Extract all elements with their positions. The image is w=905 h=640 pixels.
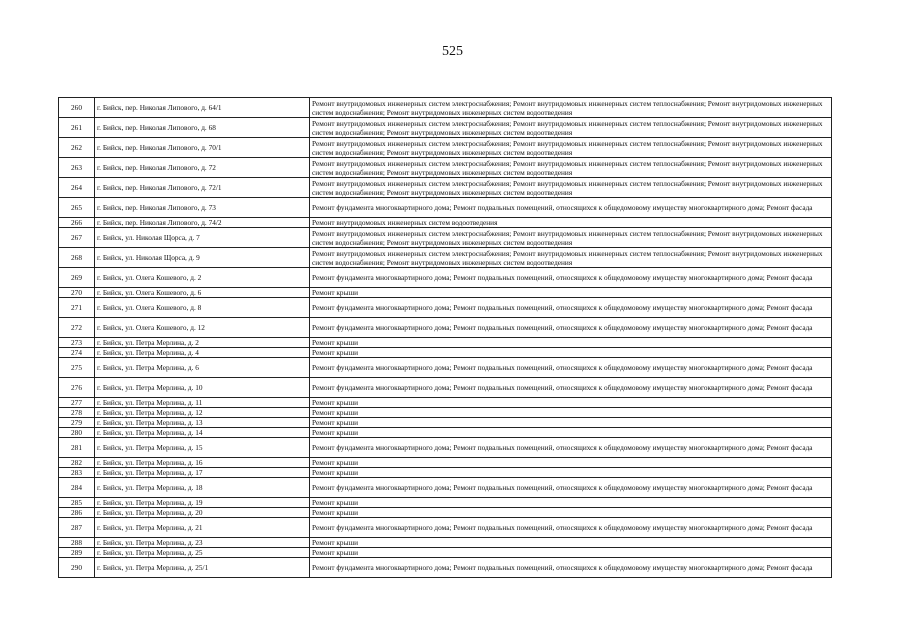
address-cell: г. Бийск, ул. Петра Мерлина, д. 17 <box>95 468 310 478</box>
row-number-cell: 262 <box>59 138 95 158</box>
row-number-cell: 281 <box>59 438 95 458</box>
works-cell: Ремонт крыши <box>310 398 832 408</box>
row-number-cell: 287 <box>59 518 95 538</box>
address-cell: г. Бийск, пер. Николая Липового, д. 64/1 <box>95 98 310 118</box>
table-row <box>59 558 832 578</box>
address-cell: г. Бийск, ул. Петра Мерлина, д. 12 <box>95 408 310 418</box>
row-number-cell: 289 <box>59 548 95 558</box>
row-number-cell: 283 <box>59 468 95 478</box>
row-number-cell: 276 <box>59 378 95 398</box>
works-cell: Ремонт крыши <box>310 348 832 358</box>
works-cell: Ремонт крыши <box>310 468 832 478</box>
address-cell: г. Бийск, ул. Олега Кошевого, д. 8 <box>95 298 310 318</box>
row-number-cell: 279 <box>59 418 95 428</box>
address-cell: г. Бийск, ул. Петра Мерлина, д. 10 <box>95 378 310 398</box>
works-cell: Ремонт фундамента многоквартирного дома; Ремонт подвальных помещений, относящихся к общедомовому имуществу многоквартирного дома; Ремонт фасада <box>310 298 832 318</box>
address-cell: г. Бийск, пер. Николая Липового, д. 74/2 <box>95 218 310 228</box>
address-cell: г. Бийск, ул. Петра Мерлина, д. 14 <box>95 428 310 438</box>
table-row <box>59 228 832 248</box>
table-row <box>59 378 832 398</box>
address-cell: г. Бийск, ул. Петра Мерлина, д. 11 <box>95 398 310 408</box>
address-cell: г. Бийск, ул. Петра Мерлина, д. 6 <box>95 358 310 378</box>
table-row <box>59 98 832 118</box>
table-row <box>59 518 832 538</box>
row-number-cell: 268 <box>59 248 95 268</box>
row-number-cell: 274 <box>59 348 95 358</box>
row-number-cell: 269 <box>59 268 95 288</box>
works-cell: Ремонт внутридомовых инженерных систем электроснабжения; Ремонт внутридомовых инженерных систем теплоснабжения; Ремонт внутридомовых инженерных систем водоснабжения; Ремонт внутридомовых инженерных систем водоотведения <box>310 138 832 158</box>
works-cell: Ремонт внутридомовых инженерных систем электроснабжения; Ремонт внутридомовых инженерных систем теплоснабжения; Ремонт внутридомовых инженерных систем водоснабжения; Ремонт внутридомовых инженерных систем водоотведения <box>310 178 832 198</box>
address-cell: г. Бийск, ул. Олега Кошевого, д. 6 <box>95 288 310 298</box>
address-cell: г. Бийск, ул. Петра Мерлина, д. 21 <box>95 518 310 538</box>
table-row <box>59 158 832 178</box>
table-row <box>59 438 832 458</box>
row-number-cell: 290 <box>59 558 95 578</box>
row-number-cell: 277 <box>59 398 95 408</box>
table-row <box>59 538 832 548</box>
row-number-cell: 288 <box>59 538 95 548</box>
row-number-cell: 266 <box>59 218 95 228</box>
table-row <box>59 508 832 518</box>
row-number-cell: 264 <box>59 178 95 198</box>
address-cell: г. Бийск, ул. Николая Щорса, д. 9 <box>95 248 310 268</box>
address-cell: г. Бийск, ул. Петра Мерлина, д. 19 <box>95 498 310 508</box>
address-cell: г. Бийск, ул. Петра Мерлина, д. 15 <box>95 438 310 458</box>
table-row <box>59 398 832 408</box>
address-cell: г. Бийск, пер. Николая Липового, д. 72/1 <box>95 178 310 198</box>
works-cell: Ремонт фундамента многоквартирного дома; Ремонт подвальных помещений, относящихся к общедомовому имуществу многоквартирного дома; Ремонт фасада <box>310 518 832 538</box>
works-cell: Ремонт крыши <box>310 498 832 508</box>
works-cell: Ремонт крыши <box>310 458 832 468</box>
table-row <box>59 548 832 558</box>
address-cell: г. Бийск, ул. Петра Мерлина, д. 16 <box>95 458 310 468</box>
row-number-cell: 271 <box>59 298 95 318</box>
table-row <box>59 418 832 428</box>
table-row <box>59 498 832 508</box>
address-cell: г. Бийск, ул. Петра Мерлина, д. 25 <box>95 548 310 558</box>
row-number-cell: 282 <box>59 458 95 468</box>
works-cell: Ремонт фундамента многоквартирного дома; Ремонт подвальных помещений, относящихся к общедомовому имуществу многоквартирного дома; Ремонт фасада <box>310 378 832 398</box>
works-cell: Ремонт внутридомовых инженерных систем электроснабжения; Ремонт внутридомовых инженерных систем теплоснабжения; Ремонт внутридомовых инженерных систем водоснабжения; Ремонт внутридомовых инженерных систем водоотведения <box>310 248 832 268</box>
address-cell: г. Бийск, ул. Николая Щорса, д. 7 <box>95 228 310 248</box>
works-cell: Ремонт крыши <box>310 418 832 428</box>
address-cell: г. Бийск, ул. Петра Мерлина, д. 18 <box>95 478 310 498</box>
table-row <box>59 178 832 198</box>
works-cell: Ремонт крыши <box>310 428 832 438</box>
table-row <box>59 248 832 268</box>
table-row <box>59 478 832 498</box>
works-cell: Ремонт внутридомовых инженерных систем электроснабжения; Ремонт внутридомовых инженерных систем теплоснабжения; Ремонт внутридомовых инженерных систем водоснабжения; Ремонт внутридомовых инженерных систем водоотведения <box>310 98 832 118</box>
table-row <box>59 288 832 298</box>
address-cell: г. Бийск, пер. Николая Липового, д. 72 <box>95 158 310 178</box>
row-number-cell: 273 <box>59 338 95 348</box>
row-number-cell: 260 <box>59 98 95 118</box>
table-row <box>59 198 832 218</box>
address-cell: г. Бийск, ул. Петра Мерлина, д. 13 <box>95 418 310 428</box>
works-cell: Ремонт внутридомовых инженерных систем электроснабжения; Ремонт внутридомовых инженерных систем теплоснабжения; Ремонт внутридомовых инженерных систем водоснабжения; Ремонт внутридомовых инженерных систем водоотведения <box>310 118 832 138</box>
page-number: 525 <box>442 44 463 59</box>
works-cell: Ремонт крыши <box>310 408 832 418</box>
row-number-cell: 285 <box>59 498 95 508</box>
row-number-cell: 270 <box>59 288 95 298</box>
address-cell: г. Бийск, ул. Петра Мерлина, д. 23 <box>95 538 310 548</box>
row-number-cell: 265 <box>59 198 95 218</box>
works-cell: Ремонт крыши <box>310 288 832 298</box>
repair-list-table <box>58 97 832 578</box>
table-row <box>59 458 832 468</box>
works-cell: Ремонт фундамента многоквартирного дома; Ремонт подвальных помещений, относящихся к общедомовому имуществу многоквартирного дома; Ремонт фасада <box>310 478 832 498</box>
address-cell: г. Бийск, ул. Олега Кошевого, д. 12 <box>95 318 310 338</box>
table-row <box>59 358 832 378</box>
works-cell: Ремонт фундамента многоквартирного дома; Ремонт подвальных помещений, относящихся к общедомовому имуществу многоквартирного дома; Ремонт фасада <box>310 268 832 288</box>
table-row <box>59 318 832 338</box>
works-cell: Ремонт фундамента многоквартирного дома; Ремонт подвальных помещений, относящихся к общедомовому имуществу многоквартирного дома; Ремонт фасада <box>310 318 832 338</box>
row-number-cell: 267 <box>59 228 95 248</box>
table-row <box>59 268 832 288</box>
row-number-cell: 286 <box>59 508 95 518</box>
works-cell: Ремонт фундамента многоквартирного дома; Ремонт подвальных помещений, относящихся к общедомовому имуществу многоквартирного дома; Ремонт фасада <box>310 438 832 458</box>
works-cell: Ремонт крыши <box>310 538 832 548</box>
works-cell: Ремонт фундамента многоквартирного дома; Ремонт подвальных помещений, относящихся к общедомовому имуществу многоквартирного дома; Ремонт фасада <box>310 198 832 218</box>
table-row <box>59 348 832 358</box>
table-row <box>59 218 832 228</box>
works-cell: Ремонт внутридомовых инженерных систем водоотведения <box>310 218 832 228</box>
address-cell: г. Бийск, ул. Петра Мерлина, д. 25/1 <box>95 558 310 578</box>
table-row <box>59 298 832 318</box>
table-body <box>59 98 832 578</box>
works-cell: Ремонт крыши <box>310 548 832 558</box>
table-row <box>59 118 832 138</box>
row-number-cell: 284 <box>59 478 95 498</box>
address-cell: г. Бийск, пер. Николая Липового, д. 68 <box>95 118 310 138</box>
row-number-cell: 278 <box>59 408 95 418</box>
address-cell: г. Бийск, ул. Петра Мерлина, д. 2 <box>95 338 310 348</box>
row-number-cell: 280 <box>59 428 95 438</box>
address-cell: г. Бийск, ул. Олега Кошевого, д. 2 <box>95 268 310 288</box>
address-cell: г. Бийск, ул. Петра Мерлина, д. 20 <box>95 508 310 518</box>
works-cell: Ремонт фундамента многоквартирного дома; Ремонт подвальных помещений, относящихся к общедомовому имуществу многоквартирного дома; Ремонт фасада <box>310 558 832 578</box>
row-number-cell: 261 <box>59 118 95 138</box>
works-cell: Ремонт фундамента многоквартирного дома; Ремонт подвальных помещений, относящихся к общедомовому имуществу многоквартирного дома; Ремонт фасада <box>310 358 832 378</box>
table-row <box>59 338 832 348</box>
table-row <box>59 408 832 418</box>
address-cell: г. Бийск, пер. Николая Липового, д. 73 <box>95 198 310 218</box>
table-row <box>59 138 832 158</box>
address-cell: г. Бийск, ул. Петра Мерлина, д. 4 <box>95 348 310 358</box>
works-cell: Ремонт внутридомовых инженерных систем электроснабжения; Ремонт внутридомовых инженерных систем теплоснабжения; Ремонт внутридомовых инженерных систем водоснабжения; Ремонт внутридомовых инженерных систем водоотведения <box>310 158 832 178</box>
works-cell: Ремонт крыши <box>310 338 832 348</box>
works-cell: Ремонт крыши <box>310 508 832 518</box>
row-number-cell: 275 <box>59 358 95 378</box>
table-row <box>59 428 832 438</box>
row-number-cell: 272 <box>59 318 95 338</box>
table-row <box>59 468 832 478</box>
row-number-cell: 263 <box>59 158 95 178</box>
works-cell: Ремонт внутридомовых инженерных систем электроснабжения; Ремонт внутридомовых инженерных систем теплоснабжения; Ремонт внутридомовых инженерных систем водоснабжения; Ремонт внутридомовых инженерных систем водоотведения <box>310 228 832 248</box>
address-cell: г. Бийск, пер. Николая Липового, д. 70/1 <box>95 138 310 158</box>
